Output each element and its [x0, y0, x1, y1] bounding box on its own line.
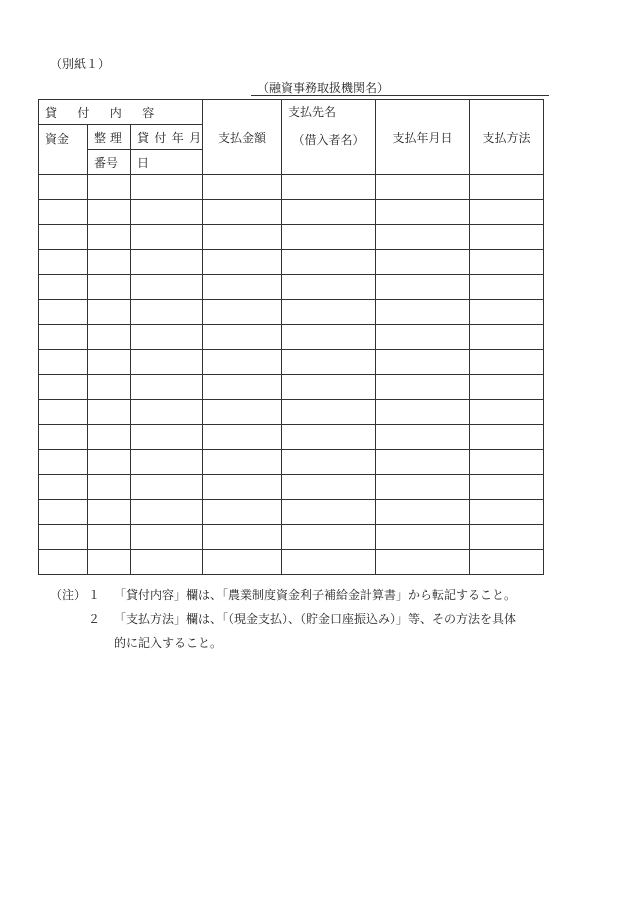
table-cell	[282, 225, 376, 250]
table-row	[39, 450, 544, 475]
table-row	[39, 525, 544, 550]
table-cell	[470, 525, 544, 550]
table-cell	[470, 550, 544, 575]
header-ref-no-top: 整 理	[88, 125, 131, 150]
table-cell	[282, 500, 376, 525]
table-cell	[88, 475, 131, 500]
table-row	[39, 400, 544, 425]
table-cell	[88, 325, 131, 350]
table-cell	[470, 175, 544, 200]
table-cell	[376, 200, 470, 225]
table-row	[39, 550, 544, 575]
table-cell	[39, 500, 88, 525]
note-text: 「貸付内容」欄は、「農業制度資金利子補給金計算書」から転記すること。	[114, 588, 517, 602]
table-cell	[39, 175, 88, 200]
table-cell	[131, 500, 203, 525]
table-cell	[470, 225, 544, 250]
header-payment-date: 支払年月日	[376, 100, 470, 175]
table-cell	[376, 450, 470, 475]
table-cell	[376, 550, 470, 575]
table-cell	[131, 250, 203, 275]
note-number: ２	[88, 612, 101, 626]
table-row	[39, 475, 544, 500]
table-cell	[131, 300, 203, 325]
table-cell	[282, 275, 376, 300]
table-cell	[470, 425, 544, 450]
table-row	[39, 225, 544, 250]
table-cell	[203, 275, 282, 300]
table-cell	[376, 425, 470, 450]
table-row	[39, 375, 544, 400]
table-cell	[282, 400, 376, 425]
table-cell	[470, 450, 544, 475]
note-number: １	[88, 588, 101, 602]
table-cell	[376, 225, 470, 250]
header-row-1	[39, 100, 544, 125]
table-cell	[131, 275, 203, 300]
table-cell	[470, 400, 544, 425]
table-cell	[282, 300, 376, 325]
table-cell	[131, 475, 203, 500]
table-cell	[376, 350, 470, 375]
table-cell	[88, 250, 131, 275]
table-row	[39, 175, 544, 200]
table-cell	[88, 425, 131, 450]
table-row	[39, 250, 544, 275]
note-text-continuation: 的に記入すること。	[114, 636, 223, 650]
table-cell	[131, 175, 203, 200]
table-cell	[39, 375, 88, 400]
table-cell	[282, 450, 376, 475]
header-payment-amount: 支払金額	[203, 100, 282, 175]
header-payee-name: 支払先名	[288, 105, 337, 119]
table-cell	[282, 175, 376, 200]
table-cell	[131, 325, 203, 350]
table-cell	[203, 550, 282, 575]
note-text: 「支払方法」欄は、「（現金支払）、（貯金口座振込み）」等、その方法を具体	[114, 612, 517, 626]
table-cell	[39, 550, 88, 575]
institution-name-field	[251, 79, 549, 96]
table-cell	[39, 275, 88, 300]
table-cell	[88, 450, 131, 475]
table-cell	[39, 250, 88, 275]
table-cell	[376, 525, 470, 550]
table-cell	[203, 375, 282, 400]
table-cell	[203, 425, 282, 450]
header-fund: 資金	[39, 125, 88, 175]
table-cell	[88, 300, 131, 325]
table-cell	[203, 350, 282, 375]
table-cell	[376, 475, 470, 500]
table-cell	[88, 375, 131, 400]
table-cell	[470, 500, 544, 525]
table-cell	[203, 250, 282, 275]
table-cell	[88, 550, 131, 575]
attachment-label: （別紙１）	[50, 57, 111, 71]
table-cell	[203, 475, 282, 500]
institution-name-label: （融資事務取扱機関名）	[257, 81, 390, 95]
table-cell	[88, 225, 131, 250]
table-cell	[376, 325, 470, 350]
table-cell	[131, 350, 203, 375]
table-cell	[39, 525, 88, 550]
table-cell	[470, 250, 544, 275]
table-cell	[39, 400, 88, 425]
table-cell	[39, 425, 88, 450]
table-cell	[88, 275, 131, 300]
table-cell	[131, 375, 203, 400]
table-cell	[282, 200, 376, 225]
table-row	[39, 425, 544, 450]
table-cell	[282, 550, 376, 575]
table-cell	[376, 400, 470, 425]
table-cell	[88, 200, 131, 225]
table-cell	[376, 275, 470, 300]
table-cell	[88, 175, 131, 200]
table-cell	[470, 375, 544, 400]
table-cell	[203, 175, 282, 200]
table-cell	[376, 175, 470, 200]
table-cell	[282, 525, 376, 550]
table-cell	[203, 500, 282, 525]
table-cell	[376, 500, 470, 525]
header-loan-date-bottom: 日	[131, 150, 203, 175]
header-loan-date-top: 貸付年月	[131, 125, 203, 150]
header-payment-method: 支払方法	[470, 100, 544, 175]
table-cell	[88, 525, 131, 550]
table-cell	[203, 225, 282, 250]
note-item-2	[50, 607, 516, 631]
table-cell	[203, 325, 282, 350]
table-cell	[282, 375, 376, 400]
table-cell	[203, 300, 282, 325]
table-cell	[376, 375, 470, 400]
header-payee-borrower: （借入者名）	[292, 133, 365, 147]
table-cell	[470, 325, 544, 350]
table-cell	[131, 200, 203, 225]
table-cell	[470, 275, 544, 300]
table-row	[39, 350, 544, 375]
header-payee	[282, 100, 376, 175]
payment-ledger-table	[38, 99, 544, 575]
table-cell	[470, 475, 544, 500]
table-cell	[39, 225, 88, 250]
table-cell	[376, 300, 470, 325]
table-cell	[88, 350, 131, 375]
table-cell	[203, 200, 282, 225]
table-cell	[39, 475, 88, 500]
table-cell	[282, 475, 376, 500]
note-item-1	[50, 583, 516, 607]
header-ref-no-bottom: 番号	[88, 150, 131, 175]
table-cell	[282, 350, 376, 375]
table-cell	[131, 400, 203, 425]
table-cell	[131, 450, 203, 475]
table-cell	[39, 300, 88, 325]
table-cell	[203, 400, 282, 425]
header-loan-details: 貸 付 内 容	[39, 100, 203, 125]
table-cell	[131, 550, 203, 575]
notes-section	[50, 583, 516, 655]
table-cell	[282, 325, 376, 350]
table-cell	[131, 525, 203, 550]
table-cell	[203, 450, 282, 475]
table-cell	[470, 350, 544, 375]
table-cell	[39, 450, 88, 475]
table-cell	[39, 350, 88, 375]
table-cell	[131, 225, 203, 250]
note-item-2-continuation	[114, 631, 516, 655]
table-cell	[131, 425, 203, 450]
table-cell	[88, 400, 131, 425]
table-row	[39, 325, 544, 350]
table-cell	[203, 525, 282, 550]
notes-prefix: （注）	[50, 588, 87, 602]
table-row	[39, 300, 544, 325]
table-cell	[376, 250, 470, 275]
table-cell	[282, 250, 376, 275]
table-cell	[39, 325, 88, 350]
table-cell	[88, 500, 131, 525]
table-cell	[470, 200, 544, 225]
table-row	[39, 200, 544, 225]
table-row	[39, 500, 544, 525]
table-row	[39, 275, 544, 300]
table-cell	[470, 300, 544, 325]
table-cell	[282, 425, 376, 450]
table-cell	[39, 200, 88, 225]
